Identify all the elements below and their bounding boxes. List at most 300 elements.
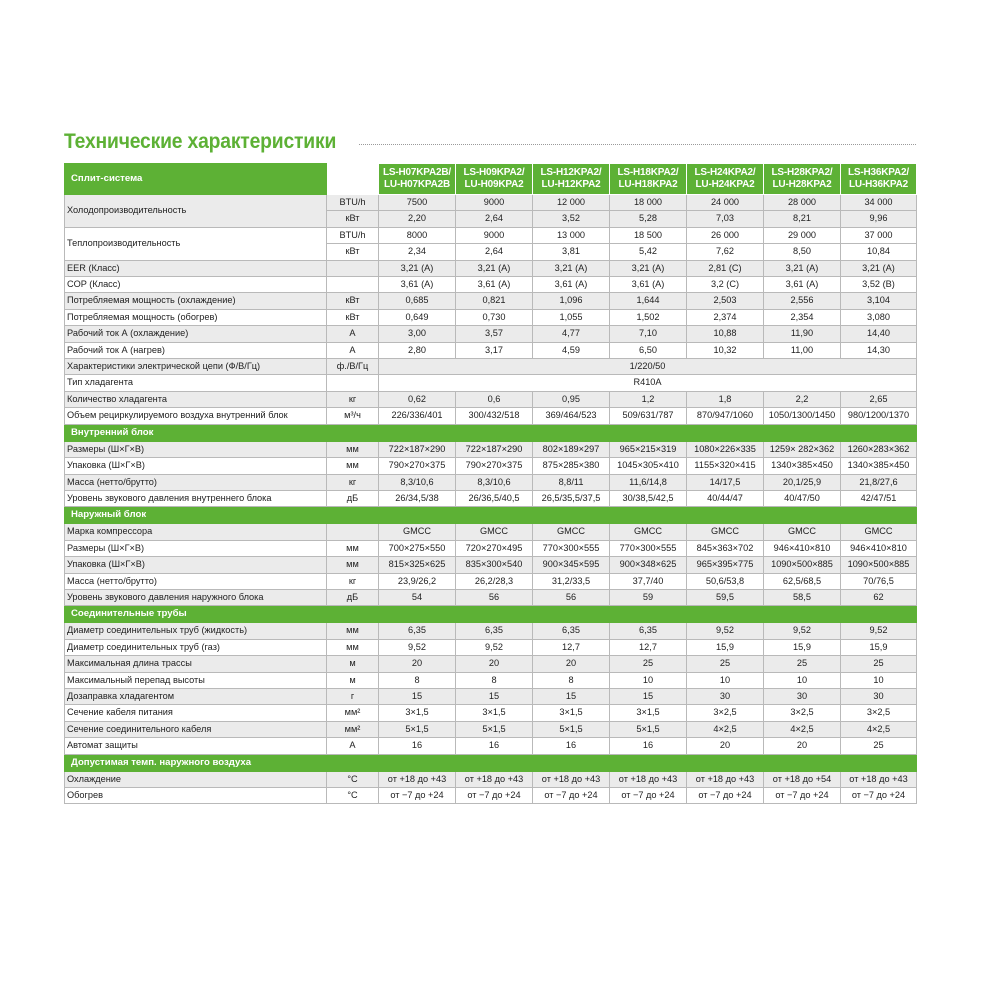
model-header: [610, 164, 687, 195]
table-row: [65, 705, 917, 721]
value-cell: 1340×385×450: [841, 458, 917, 474]
value-cell: 1,8: [687, 391, 764, 407]
value-cell-span: 1/220/50: [379, 359, 917, 375]
unit-cell: кг: [327, 391, 379, 407]
unit-cell: г: [327, 688, 379, 704]
value-cell: 7500: [379, 195, 456, 211]
param-name: Потребляемая мощность (обогрев): [65, 309, 327, 325]
value-cell: 15,9: [764, 639, 841, 655]
value-cell: GMCC: [456, 524, 533, 540]
param-name: Уровень звукового давления внутреннего блока: [65, 490, 327, 506]
value-cell: 15,9: [841, 639, 917, 655]
param-name: Обогрев: [65, 788, 327, 804]
value-cell: от −7 до +24: [841, 788, 917, 804]
value-cell: 2,65: [841, 391, 917, 407]
value-cell: 10,84: [841, 244, 917, 260]
model-indoor: LS-H28KPA2/: [771, 167, 833, 178]
value-cell: от +18 до +43: [379, 771, 456, 787]
value-cell: 23,9/26,2: [379, 573, 456, 589]
value-cell: 8,3/10,6: [456, 474, 533, 490]
value-cell: 946×410×810: [841, 540, 917, 556]
model-indoor: LS-H24KPA2/: [694, 167, 756, 178]
value-cell: 7,62: [687, 244, 764, 260]
param-name: Автомат защиты: [65, 738, 327, 754]
value-cell: 3,080: [841, 309, 917, 325]
page-title: Технические характеристики: [64, 130, 337, 153]
value-cell: 13 000: [533, 227, 610, 243]
table-row: [65, 195, 917, 211]
value-cell: 2,2: [764, 391, 841, 407]
value-cell: 20: [533, 656, 610, 672]
value-cell: 6,35: [456, 623, 533, 639]
param-name: Масса (нетто/брутто): [65, 573, 327, 589]
model-indoor: LS-H18KPA2/: [617, 167, 679, 178]
value-cell: 40/47/50: [764, 490, 841, 506]
value-cell: 3,61 (A): [533, 277, 610, 293]
unit-cell: м: [327, 672, 379, 688]
value-cell: 790×270×375: [456, 458, 533, 474]
value-cell: 722×187×290: [379, 441, 456, 457]
value-cell: 770×300×555: [610, 540, 687, 556]
value-cell: 12,7: [533, 639, 610, 655]
value-cell: 1050/1300/1450: [764, 408, 841, 424]
table-row: [65, 391, 917, 407]
value-cell: GMCC: [687, 524, 764, 540]
param-name: COP (Класс): [65, 277, 327, 293]
value-cell: 0,685: [379, 293, 456, 309]
value-cell: GMCC: [764, 524, 841, 540]
section-header: [65, 507, 917, 524]
param-name: Сечение кабеля питания: [65, 705, 327, 721]
model-indoor: LS-H36KPA2/: [848, 167, 909, 178]
value-cell: 9,52: [456, 639, 533, 655]
value-cell: 5,42: [610, 244, 687, 260]
value-cell: 12 000: [533, 195, 610, 211]
value-cell: 0,730: [456, 309, 533, 325]
value-cell: 3×1,5: [533, 705, 610, 721]
table-row: [65, 656, 917, 672]
value-cell: 5×1,5: [456, 721, 533, 737]
table-row: [65, 540, 917, 556]
param-name: Теплопроизводительность: [65, 227, 327, 260]
value-cell: 54: [379, 589, 456, 605]
value-cell: 30/38,5/42,5: [610, 490, 687, 506]
value-cell: 8,8/11: [533, 474, 610, 490]
value-cell: 26,5/35,5/37,5: [533, 490, 610, 506]
value-cell: 26,2/28,3: [456, 573, 533, 589]
value-cell: 31,2/33,5: [533, 573, 610, 589]
value-cell: 20: [379, 656, 456, 672]
value-cell: 40/44/47: [687, 490, 764, 506]
value-cell: 6,35: [533, 623, 610, 639]
model-header: [841, 164, 917, 195]
value-cell: 0,821: [456, 293, 533, 309]
value-cell: 3,21 (A): [841, 260, 917, 276]
value-cell: 3×2,5: [764, 705, 841, 721]
value-cell: 2,20: [379, 211, 456, 227]
table-row: [65, 589, 917, 605]
param-name: Максимальный перепад высоты: [65, 672, 327, 688]
value-cell: 720×270×495: [456, 540, 533, 556]
param-name: Холодопроизводительность: [65, 195, 327, 228]
value-cell: 28 000: [764, 195, 841, 211]
param-name: Упаковка (Ш×Г×В): [65, 458, 327, 474]
value-cell: 3,21 (A): [610, 260, 687, 276]
value-cell: 18 500: [610, 227, 687, 243]
value-cell: 965×395×775: [687, 557, 764, 573]
value-cell: 3,21 (A): [533, 260, 610, 276]
value-cell: 50,6/53,8: [687, 573, 764, 589]
value-cell: 30: [841, 688, 917, 704]
param-name: Объем рециркулируемого воздуха внутренний блок: [65, 408, 327, 424]
model-header: [687, 164, 764, 195]
value-cell: 946×410×810: [764, 540, 841, 556]
header-row: [65, 164, 917, 195]
value-cell: 16: [610, 738, 687, 754]
value-cell: GMCC: [610, 524, 687, 540]
value-cell: от +18 до +43: [456, 771, 533, 787]
value-cell: 3,104: [841, 293, 917, 309]
value-cell: от −7 до +24: [456, 788, 533, 804]
value-cell: 2,556: [764, 293, 841, 309]
value-cell: 18 000: [610, 195, 687, 211]
value-cell: 9,96: [841, 211, 917, 227]
value-cell: 25: [687, 656, 764, 672]
value-cell: 4,77: [533, 326, 610, 342]
value-cell: 15: [379, 688, 456, 704]
value-cell: 7,03: [687, 211, 764, 227]
value-cell: 300/432/518: [456, 408, 533, 424]
table-row: [65, 672, 917, 688]
value-cell: 0,649: [379, 309, 456, 325]
table-row: [65, 227, 917, 243]
value-cell: 2,34: [379, 244, 456, 260]
table-row: [65, 326, 917, 342]
value-cell: 3,21 (A): [456, 260, 533, 276]
value-cell: 26 000: [687, 227, 764, 243]
table-row: [65, 524, 917, 540]
unit-cell: BTU/h: [327, 227, 379, 243]
value-cell: 1080×226×335: [687, 441, 764, 457]
value-cell: 5×1,5: [533, 721, 610, 737]
unit-cell: дБ: [327, 589, 379, 605]
value-cell: 20,1/25,9: [764, 474, 841, 490]
table-row: [65, 490, 917, 506]
value-cell: 14,40: [841, 326, 917, 342]
value-cell: 1259× 282×362: [764, 441, 841, 457]
value-cell: 3,61 (A): [379, 277, 456, 293]
unit-cell: °С: [327, 788, 379, 804]
value-cell: 3,81: [533, 244, 610, 260]
value-cell: 8000: [379, 227, 456, 243]
value-cell: 900×345×595: [533, 557, 610, 573]
value-cell: 5×1,5: [379, 721, 456, 737]
value-cell: 11,6/14,8: [610, 474, 687, 490]
value-cell: 30: [764, 688, 841, 704]
unit-cell: мм: [327, 540, 379, 556]
title-row: [64, 130, 916, 160]
unit-cell: А: [327, 326, 379, 342]
value-cell: 30: [687, 688, 764, 704]
model-outdoor: LU-H09KPA2: [464, 179, 524, 190]
model-indoor: LS-H07KPA2B/: [383, 167, 451, 178]
value-cell: 58,5: [764, 589, 841, 605]
header-label: Сплит-система: [65, 164, 327, 195]
value-cell: 10: [841, 672, 917, 688]
table-row: [65, 771, 917, 787]
unit-cell: А: [327, 738, 379, 754]
model-header: [533, 164, 610, 195]
value-cell: 965×215×319: [610, 441, 687, 457]
unit-cell: кВт: [327, 211, 379, 227]
value-cell: от +18 до +43: [533, 771, 610, 787]
value-cell: от +18 до +43: [841, 771, 917, 787]
value-cell: 16: [456, 738, 533, 754]
unit-cell: А: [327, 342, 379, 358]
value-cell: 4×2,5: [687, 721, 764, 737]
value-cell: 3,61 (A): [610, 277, 687, 293]
section-title: Наружный блок: [65, 507, 917, 524]
table-row: [65, 623, 917, 639]
unit-cell: ф./В/Гц: [327, 359, 379, 375]
value-cell: 10: [764, 672, 841, 688]
section-header: [65, 424, 917, 441]
table-row: [65, 359, 917, 375]
param-name: Упаковка (Ш×Г×В): [65, 557, 327, 573]
value-cell: 3×1,5: [379, 705, 456, 721]
table-row: [65, 738, 917, 754]
unit-cell: °С: [327, 771, 379, 787]
value-cell: 3,2 (C): [687, 277, 764, 293]
value-cell: 2,64: [456, 211, 533, 227]
value-cell: 25: [841, 738, 917, 754]
value-cell: 56: [533, 589, 610, 605]
value-cell: 6,50: [610, 342, 687, 358]
value-cell: 20: [456, 656, 533, 672]
value-cell: 870/947/1060: [687, 408, 764, 424]
value-cell: 980/1200/1370: [841, 408, 917, 424]
value-cell: 59,5: [687, 589, 764, 605]
value-cell: 8,21: [764, 211, 841, 227]
unit-cell: кг: [327, 474, 379, 490]
value-cell: от +18 до +54: [764, 771, 841, 787]
unit-cell: дБ: [327, 490, 379, 506]
value-cell: 3,00: [379, 326, 456, 342]
param-name: EER (Класс): [65, 260, 327, 276]
title-dotted-rule: [359, 144, 916, 145]
model-indoor: LS-H09KPA2/: [463, 167, 525, 178]
value-cell: от +18 до +43: [687, 771, 764, 787]
unit-cell: BTU/h: [327, 195, 379, 211]
value-cell: 8: [379, 672, 456, 688]
table-row: [65, 309, 917, 325]
value-cell: 25: [841, 656, 917, 672]
table-row: [65, 408, 917, 424]
table-row: [65, 260, 917, 276]
value-cell: 1,644: [610, 293, 687, 309]
value-cell: 26/36,5/40,5: [456, 490, 533, 506]
unit-cell: мм: [327, 441, 379, 457]
value-cell: 11,90: [764, 326, 841, 342]
value-cell: 900×348×625: [610, 557, 687, 573]
unit-cell: [327, 375, 379, 391]
value-cell: 16: [533, 738, 610, 754]
unit-cell: кг: [327, 573, 379, 589]
value-cell: 70/76,5: [841, 573, 917, 589]
value-cell: от −7 до +24: [610, 788, 687, 804]
value-cell: 802×189×297: [533, 441, 610, 457]
unit-cell: кВт: [327, 309, 379, 325]
param-name: Диаметр соединительных труб (жидкость): [65, 623, 327, 639]
unit-cell: м³/ч: [327, 408, 379, 424]
param-name: Дозаправка хладагентом: [65, 688, 327, 704]
value-cell: 62: [841, 589, 917, 605]
value-cell: 2,80: [379, 342, 456, 358]
table-row: [65, 573, 917, 589]
param-name: Охлаждение: [65, 771, 327, 787]
value-cell: 0,6: [456, 391, 533, 407]
model-header: [764, 164, 841, 195]
section-title: Внутренний блок: [65, 424, 917, 441]
value-cell: 790×270×375: [379, 458, 456, 474]
value-cell: 8: [533, 672, 610, 688]
value-cell: 20: [764, 738, 841, 754]
value-cell: 42/47/51: [841, 490, 917, 506]
model-outdoor: LU-H07KPA2B: [384, 179, 450, 190]
value-cell: 5,28: [610, 211, 687, 227]
value-cell: 6,35: [610, 623, 687, 639]
param-name: Характеристики электрической цепи (Ф/В/Гц): [65, 359, 327, 375]
table-row: [65, 474, 917, 490]
unit-cell: [327, 277, 379, 293]
unit-cell: мм²: [327, 721, 379, 737]
value-cell: 14/17,5: [687, 474, 764, 490]
value-cell: 5×1,5: [610, 721, 687, 737]
model-header: [456, 164, 533, 195]
unit-cell: мм²: [327, 705, 379, 721]
unit-cell: мм: [327, 458, 379, 474]
value-cell: 2,503: [687, 293, 764, 309]
value-cell: 3×1,5: [610, 705, 687, 721]
value-cell: 3,61 (A): [456, 277, 533, 293]
value-cell: 2,354: [764, 309, 841, 325]
value-cell: 25: [764, 656, 841, 672]
header-unit-cell: [327, 164, 379, 195]
value-cell: от −7 до +24: [379, 788, 456, 804]
table-row: [65, 293, 917, 309]
value-cell: 1155×320×415: [687, 458, 764, 474]
value-cell: 1,055: [533, 309, 610, 325]
value-cell: 15: [533, 688, 610, 704]
value-cell: 37,7/40: [610, 573, 687, 589]
value-cell: 37 000: [841, 227, 917, 243]
value-cell: от −7 до +24: [687, 788, 764, 804]
value-cell: 3,52: [533, 211, 610, 227]
value-cell: 29 000: [764, 227, 841, 243]
model-indoor: LS-H12KPA2/: [540, 167, 602, 178]
unit-cell: м: [327, 656, 379, 672]
value-cell: 2,64: [456, 244, 533, 260]
value-cell: от −7 до +24: [533, 788, 610, 804]
param-name: Максимальная длина трассы: [65, 656, 327, 672]
param-name: Количество хладагента: [65, 391, 327, 407]
value-cell: 16: [379, 738, 456, 754]
value-cell: 1260×283×362: [841, 441, 917, 457]
value-cell: 15: [610, 688, 687, 704]
param-name: Потребляемая мощность (охлаждение): [65, 293, 327, 309]
unit-cell: мм: [327, 639, 379, 655]
value-cell: 1,502: [610, 309, 687, 325]
model-header: [379, 164, 456, 195]
model-outdoor: LU-H24KPA2: [695, 179, 755, 190]
unit-cell: мм: [327, 623, 379, 639]
value-cell: 4×2,5: [841, 721, 917, 737]
table-row: [65, 721, 917, 737]
param-name: Размеры (Ш×Г×В): [65, 540, 327, 556]
value-cell: 62,5/68,5: [764, 573, 841, 589]
value-cell: 1090×500×885: [841, 557, 917, 573]
value-cell: 3,61 (A): [764, 277, 841, 293]
value-cell: от +18 до +43: [610, 771, 687, 787]
model-outdoor: LU-H12KPA2: [541, 179, 601, 190]
value-cell: 4,59: [533, 342, 610, 358]
model-outdoor: LU-H36KPA2: [849, 179, 908, 190]
value-cell: 369/464/523: [533, 408, 610, 424]
table-row: [65, 277, 917, 293]
value-cell: 1340×385×450: [764, 458, 841, 474]
value-cell: 9000: [456, 227, 533, 243]
param-name: Рабочий ток А (нагрев): [65, 342, 327, 358]
value-cell: 59: [610, 589, 687, 605]
value-cell: 815×325×625: [379, 557, 456, 573]
value-cell: 845×363×702: [687, 540, 764, 556]
value-cell: GMCC: [841, 524, 917, 540]
param-name: Диаметр соединительных труб (газ): [65, 639, 327, 655]
value-cell: 3,52 (B): [841, 277, 917, 293]
value-cell: 10: [610, 672, 687, 688]
table-row: [65, 441, 917, 457]
value-cell: 3×2,5: [687, 705, 764, 721]
value-cell: 722×187×290: [456, 441, 533, 457]
value-cell: 3,17: [456, 342, 533, 358]
spec-table: [64, 163, 917, 804]
section-header: [65, 754, 917, 771]
value-cell: 10: [687, 672, 764, 688]
value-cell: 11,00: [764, 342, 841, 358]
value-cell: 1090×500×885: [764, 557, 841, 573]
param-name: Марка компрессора: [65, 524, 327, 540]
value-cell: 21,8/27,6: [841, 474, 917, 490]
value-cell: 3,21 (A): [379, 260, 456, 276]
value-cell: 15: [456, 688, 533, 704]
unit-cell: [327, 260, 379, 276]
value-cell: 509/631/787: [610, 408, 687, 424]
value-cell: 10,88: [687, 326, 764, 342]
value-cell: 12,7: [610, 639, 687, 655]
value-cell: 26/34,5/38: [379, 490, 456, 506]
value-cell: 3×2,5: [841, 705, 917, 721]
section-title: Соединительные трубы: [65, 606, 917, 623]
value-cell: 14,30: [841, 342, 917, 358]
value-cell: 56: [456, 589, 533, 605]
table-row: [65, 688, 917, 704]
value-cell-span: R410A: [379, 375, 917, 391]
value-cell: 9,52: [841, 623, 917, 639]
value-cell: 10,32: [687, 342, 764, 358]
value-cell: 3,21 (A): [764, 260, 841, 276]
value-cell: 9,52: [687, 623, 764, 639]
param-name: Масса (нетто/брутто): [65, 474, 327, 490]
